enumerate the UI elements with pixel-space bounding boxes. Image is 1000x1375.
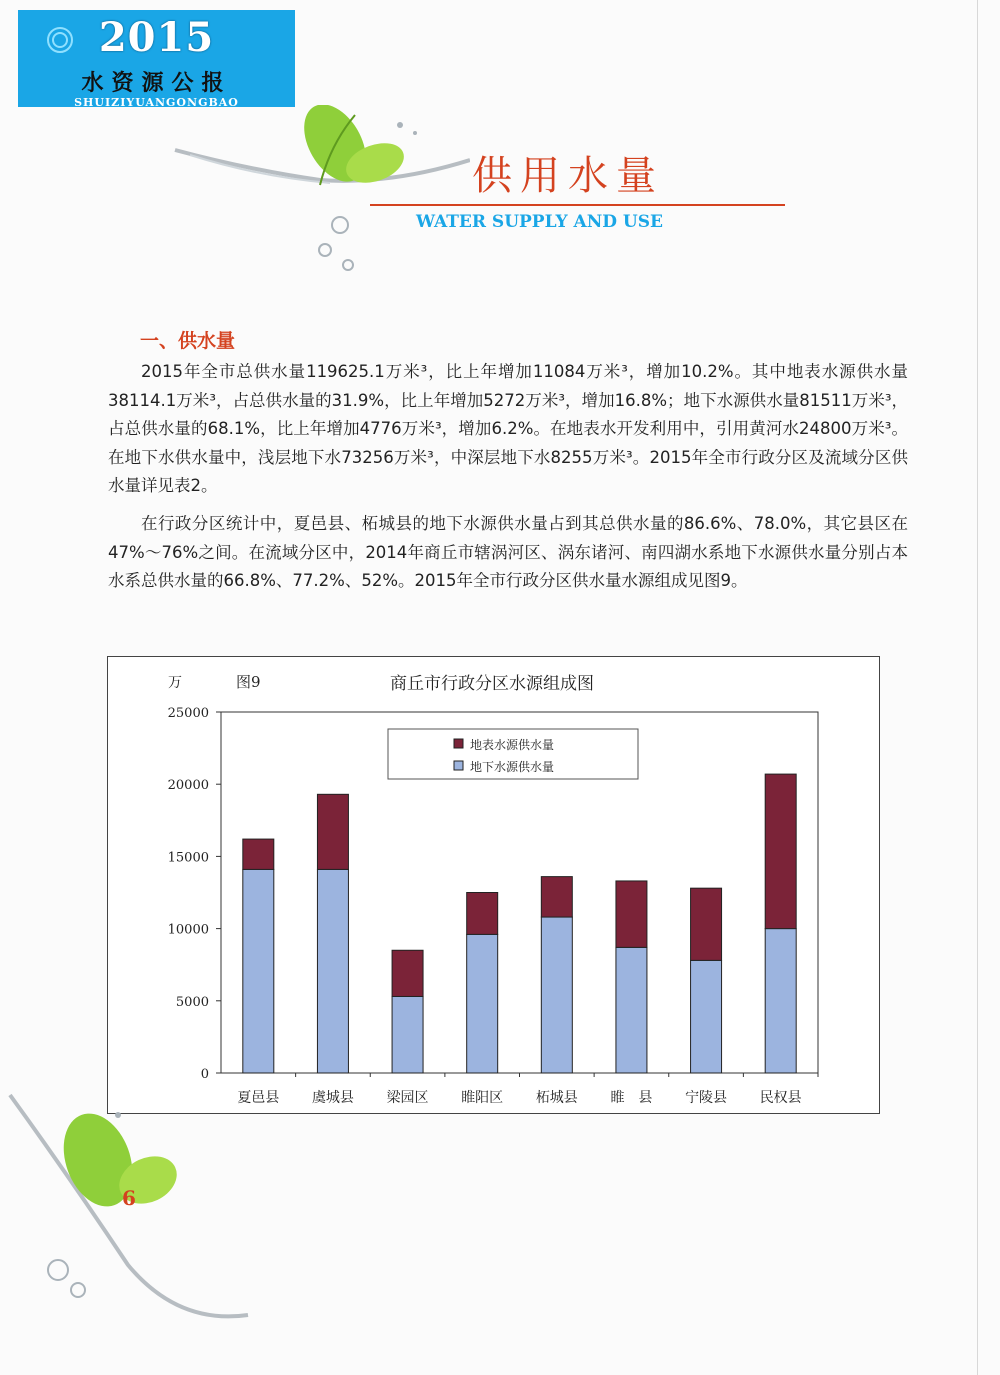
bar-surface-water [317,794,348,869]
leaf-splash-decoration [170,105,470,285]
section-subtitle: WATER SUPPLY AND USE [416,212,663,232]
bar-groundwater [317,869,348,1073]
bar-surface-water [243,839,274,869]
bar-groundwater [243,869,274,1073]
bar-groundwater [392,996,423,1073]
chart-unit-label: 万 [168,675,182,691]
report-year: 2015 [98,14,215,61]
y-tick-label: 0 [200,1067,209,1082]
page-number: 6 [122,1186,136,1210]
legend-swatch [454,761,463,770]
x-tick-label: 宁陵县 [685,1090,728,1106]
legend-label: 地下水源供水量 [470,760,555,774]
section-title: 供用水量 [472,153,664,199]
report-title: 水资源公报 [81,70,232,96]
bar-surface-water [616,881,647,947]
bar-surface-water [541,877,572,917]
bar-surface-water [691,888,722,960]
bar-groundwater [541,917,572,1073]
bar-groundwater [765,929,796,1073]
bar-groundwater [691,960,722,1073]
bar-surface-water [392,950,423,996]
report-badge [18,10,295,107]
legend-swatch [454,739,463,748]
legend-label: 地表水源供水量 [470,738,555,752]
x-tick-label: 民权县 [759,1090,802,1106]
x-tick-label: 睢阳区 [461,1090,504,1106]
report-pinyin: SHUIZIYUANGONGBAO [74,96,239,109]
chart-canvas [108,657,879,1113]
y-tick-label: 10000 [167,922,209,938]
paragraph-supply-total: 2015年全市总供水量119625.1万米³，比上年增加11084万米³，增加10.2%。其中地表水源供水量38114.1万米³，占总供水量的31.9%，比上年增加5272万米³，增加16.8%；地下水源供水量81511万米³，占总供水量的68.1%，比上年增加4776万米³，增加6.2%。在地表水开发利用中，引用黄河水24800万米³。在地下水供水量中，浅层地下水73256万米³，中深层地下水8255万米³。2015年全市行政分区及流域分区供水量详见表2。 [108,362,908,495]
bottom-leaf-decoration [8,1085,258,1335]
bar-surface-water [765,774,796,929]
paragraph-supply-regions: 在行政分区统计中，夏邑县、柘城县的地下水源供水量占到其总供水量的86.6%、78.0%，其它县区在47%～76%之间。在流域分区中，2014年商丘市辖涡河区、涡东诸河、南四湖水系地下水源供水量分别占本水系总供水量的66.8%、77.2%、52%。2015年全市行政分区供水量水源组成见图9。 [108,514,908,590]
y-tick-label: 20000 [167,778,209,794]
bar-groundwater [467,934,498,1073]
bar-groundwater [616,947,647,1073]
chart-title: 商丘市行政分区水源组成图 [390,674,594,694]
water-source-chart [107,656,880,1114]
x-tick-label: 虞城县 [311,1090,354,1106]
chart-figure-label: 图9 [236,673,261,691]
x-tick-label: 梁园区 [386,1090,429,1106]
y-tick-label: 25000 [167,706,209,721]
x-tick-label: 睢 县 [610,1090,653,1106]
x-tick-label: 柘城县 [535,1090,578,1106]
y-tick-label: 5000 [175,994,209,1010]
section-divider [370,204,785,206]
page-edge [977,0,978,1375]
x-tick-label: 夏邑县 [237,1090,280,1106]
bar-surface-water [467,893,498,935]
y-tick-label: 15000 [167,850,209,866]
subsection-heading: 一、供水量 [140,330,236,352]
